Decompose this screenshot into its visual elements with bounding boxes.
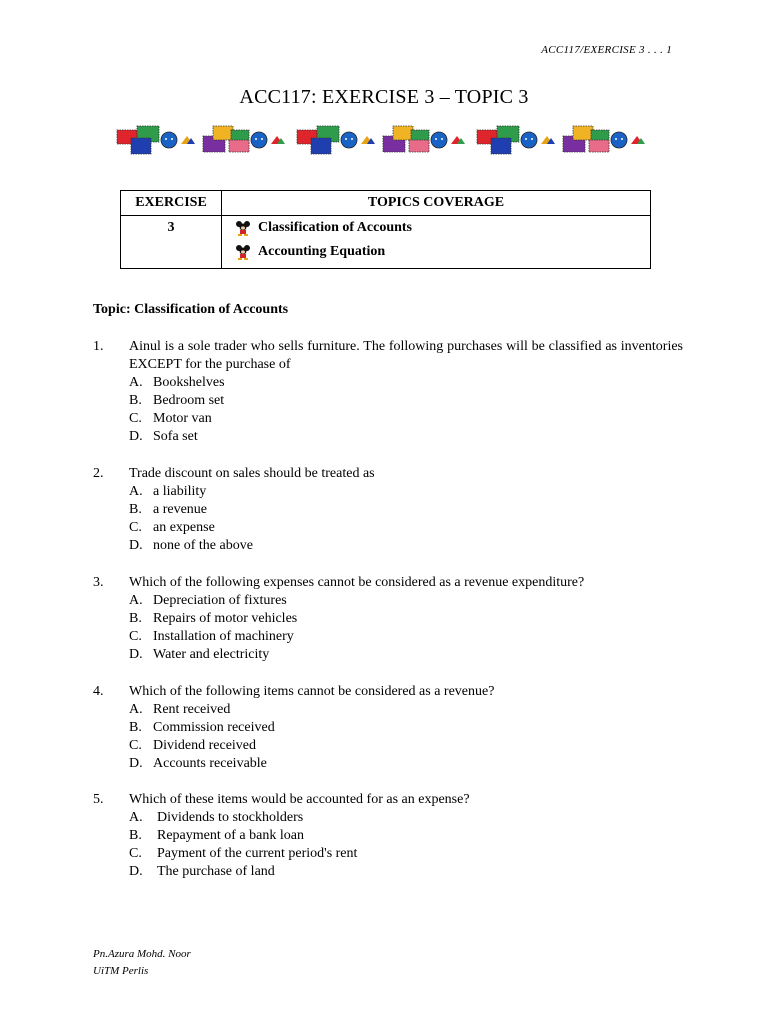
option-text: Dividend received: [153, 738, 257, 753]
question-text: Which of the following items cannot be considered as a revenue?: [129, 684, 495, 699]
option-text: Repayment of a bank loan: [157, 828, 304, 843]
option-text: Payment of the current period's rent: [157, 846, 358, 861]
topic-item: [222, 240, 650, 264]
answer-option: [129, 628, 683, 646]
document-title: ACC117: EXERCISE 3 – TOPIC 3: [239, 86, 529, 108]
option-text: Depreciation of fixtures: [153, 593, 287, 608]
option-text: Accounts receivable: [153, 756, 267, 771]
option-letter: A.: [129, 484, 143, 499]
answer-option: [129, 610, 683, 628]
patchwork-border-decoration: [113, 124, 653, 158]
option-letter: A.: [129, 702, 143, 717]
option-letter: C.: [129, 738, 142, 753]
question-3: [93, 574, 683, 664]
answer-option: [129, 374, 683, 392]
option-letter: B.: [129, 393, 142, 408]
question-text: Which of these items would be accounted for as an expense?: [129, 792, 470, 807]
section-heading: Topic: Classification of Accounts: [93, 302, 289, 317]
option-text: Dividends to stockholders: [157, 810, 304, 825]
cartoon-mouse-bullet-icon: [234, 220, 252, 236]
answer-option: [129, 737, 683, 755]
option-letter: D.: [129, 538, 143, 553]
option-text: Rent received: [153, 702, 231, 717]
option-text: Repairs of motor vehicles: [153, 611, 298, 626]
answer-option: [129, 392, 683, 410]
answer-option: [129, 809, 683, 827]
answer-option: [129, 845, 683, 863]
option-text: an expense: [153, 520, 215, 535]
answer-option: [129, 827, 683, 845]
option-letter: B.: [129, 502, 142, 517]
option-text: none of the above: [153, 538, 253, 553]
answer-option: [129, 863, 683, 881]
answer-option: [129, 719, 683, 737]
option-letter: A.: [129, 375, 143, 390]
option-letter: D.: [129, 647, 143, 662]
option-letter: C.: [129, 629, 142, 644]
option-letter: C.: [129, 520, 142, 535]
column-header-topics: TOPICS COVERAGE: [222, 191, 651, 216]
option-letter: B.: [129, 720, 142, 735]
option-letter: D.: [129, 864, 143, 879]
page-reference: ACC117/EXERCISE 3 . . . 1: [541, 44, 672, 56]
topic-label: Accounting Equation: [258, 244, 386, 259]
cartoon-mouse-bullet-icon: [234, 244, 252, 260]
option-text: Water and electricity: [153, 647, 270, 662]
answer-option: [129, 410, 683, 428]
question-number: 1.: [93, 339, 104, 354]
option-letter: C.: [129, 411, 142, 426]
table-row: [121, 216, 651, 269]
option-text: Bookshelves: [153, 375, 225, 390]
answer-option: [129, 501, 683, 519]
question-2: [93, 465, 683, 555]
answer-option: [129, 519, 683, 537]
footer-institution: UiTM Perlis: [93, 965, 149, 977]
answer-option: [129, 428, 683, 446]
footer-author: Pn.Azura Mohd. Noor: [93, 948, 191, 960]
topics-coverage-table: [120, 190, 651, 269]
option-text: Commission received: [153, 720, 275, 735]
question-number: 2.: [93, 466, 104, 481]
question-text: Which of the following expenses cannot be considered as a revenue expenditure?: [129, 575, 585, 590]
option-letter: D.: [129, 429, 143, 444]
option-text: Sofa set: [153, 429, 198, 444]
question-1: [93, 338, 683, 446]
option-letter: B.: [129, 828, 142, 843]
topic-item: [222, 216, 650, 240]
option-text: a liability: [153, 484, 207, 499]
question-5: [93, 791, 683, 881]
option-letter: D.: [129, 756, 143, 771]
question-4: [93, 683, 683, 773]
option-letter: A.: [129, 810, 143, 825]
answer-option: [129, 537, 683, 555]
option-text: Installation of machinery: [153, 629, 294, 644]
question-number: 3.: [93, 575, 104, 590]
table-header-row: [121, 191, 651, 216]
option-letter: C.: [129, 846, 142, 861]
option-text: The purchase of land: [157, 864, 275, 879]
topic-label: Classification of Accounts: [258, 220, 412, 235]
option-text: Motor van: [153, 411, 212, 426]
topics-cell: [222, 216, 651, 269]
answer-option: [129, 755, 683, 773]
question-text: Trade discount on sales should be treated as: [129, 466, 375, 481]
question-number: 5.: [93, 792, 104, 807]
answer-option: [129, 592, 683, 610]
column-header-exercise: EXERCISE: [121, 191, 222, 216]
option-letter: A.: [129, 593, 143, 608]
exercise-number-cell: 3: [121, 216, 222, 269]
option-text: a revenue: [153, 502, 208, 517]
answer-option: [129, 483, 683, 501]
question-number: 4.: [93, 684, 104, 699]
page-footer: [93, 946, 191, 980]
question-text: Ainul is a sole trader who sells furniture. The following purchases will be classified as inventories EXCEPT for the purchase of: [129, 339, 683, 372]
option-text: Bedroom set: [153, 393, 225, 408]
answer-option: [129, 701, 683, 719]
option-letter: B.: [129, 611, 142, 626]
answer-option: [129, 646, 683, 664]
